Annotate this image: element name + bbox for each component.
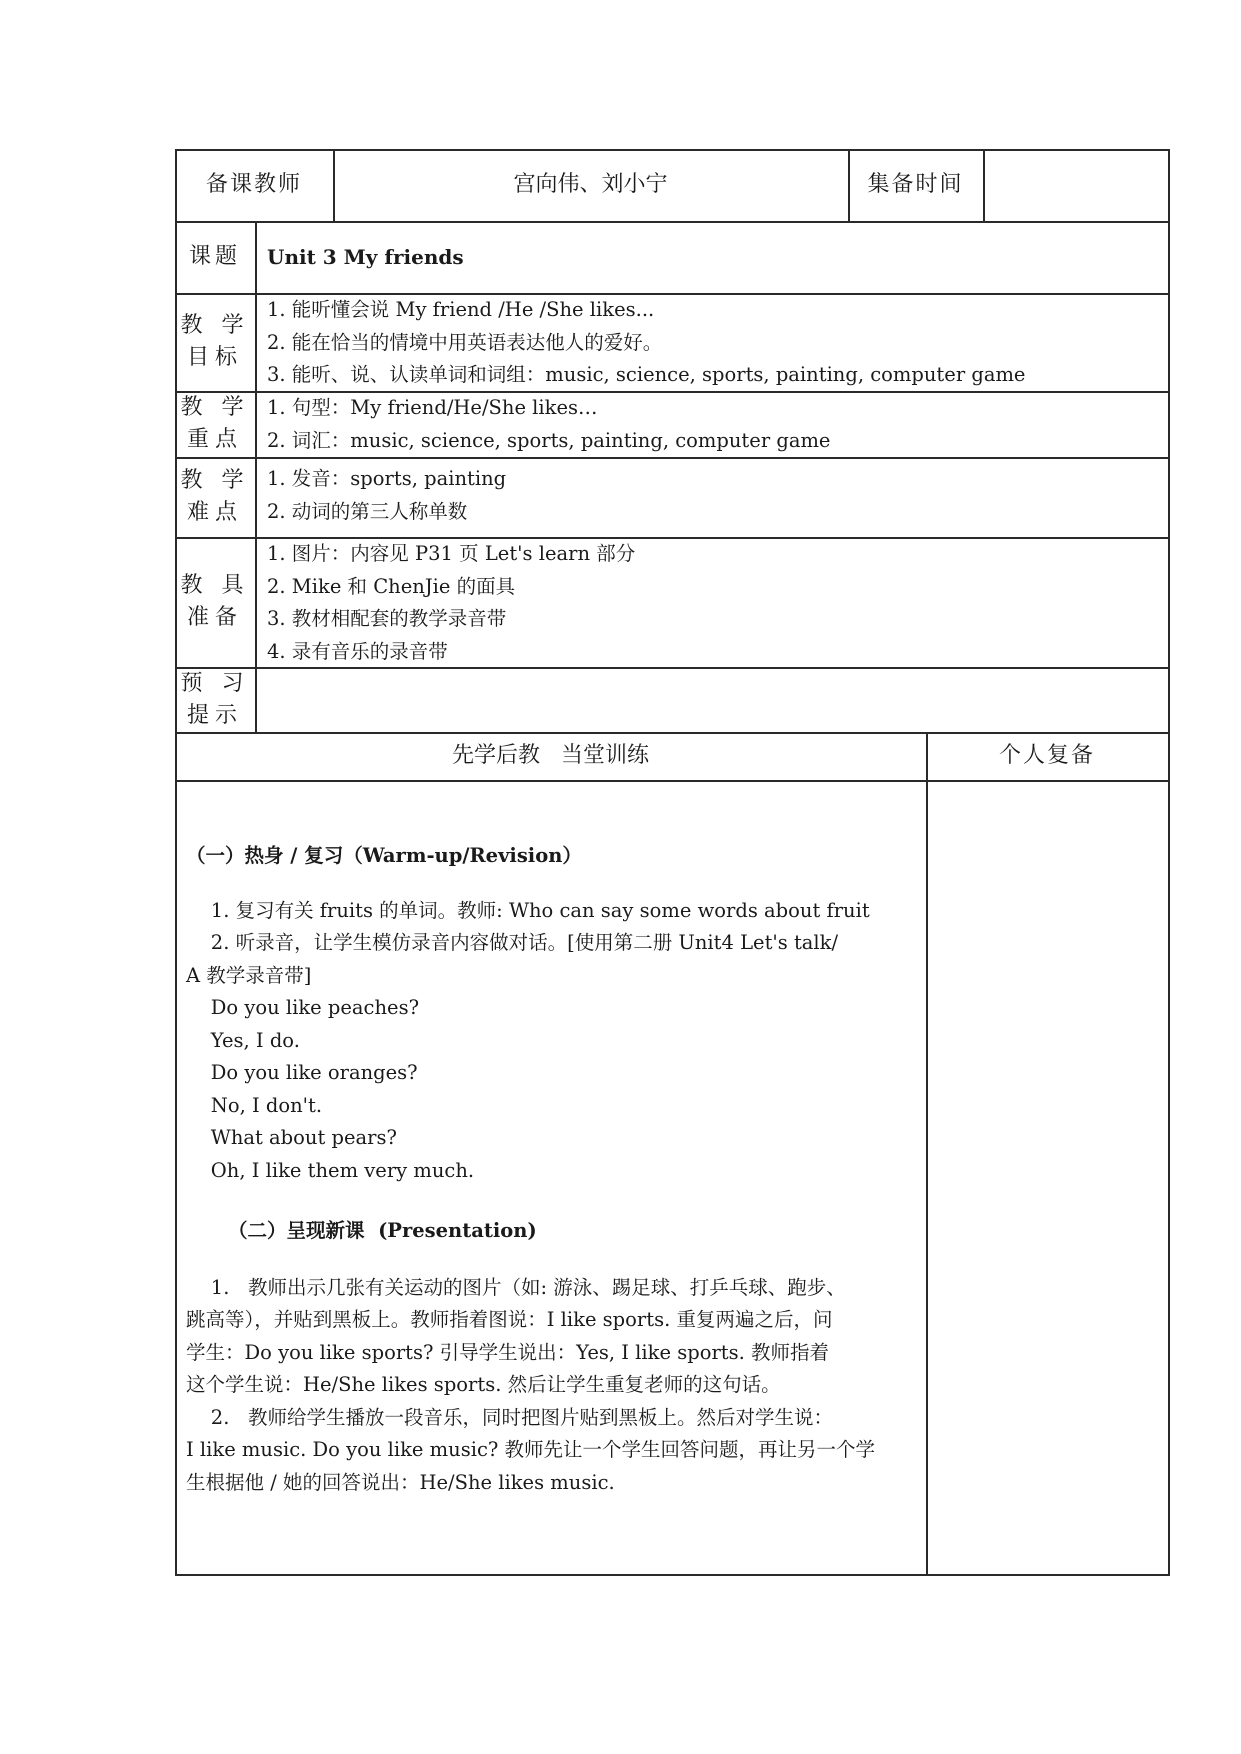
- body-line: 跳高等），并贴到黑板上。教师指着图说：I like sports. 重复两遍之后，问: [186, 1308, 833, 1331]
- table-border-right: [1168, 149, 1170, 1575]
- list-item: 4. 录有音乐的录音带: [267, 639, 448, 663]
- body-line: 这个学生说：He/She likes sports. 然后让学生重复老师的这句话。: [186, 1373, 781, 1396]
- list-item: 1. 图片：内容见 P31 页 Let's learn 部分: [267, 542, 636, 565]
- list-item: 2. Mike 和 ChenJie 的面具: [267, 574, 516, 598]
- materials-list: [267, 538, 1162, 666]
- preview-label: [175, 667, 255, 732]
- topic-value: Unit 3 My friends: [267, 245, 464, 269]
- body-line: No, I don't.: [186, 1093, 323, 1117]
- list-item: 3. 教材相配套的教学录音带: [267, 607, 507, 630]
- preview-label-line1: 预 习: [180, 670, 250, 696]
- lesson-plan-table: [175, 149, 1170, 1575]
- list-item: 1. 句型：My friend/He/She likes…: [267, 396, 598, 419]
- teacher-label: 备课教师: [205, 172, 302, 197]
- objectives-list: [267, 294, 1162, 390]
- prep-time-value: [983, 149, 1168, 221]
- body-line: Do you like peaches?: [186, 996, 420, 1019]
- body-line: 1. 教师出示几张有关运动的图片（如: 游泳、踢足球、打乒乓球、跑步、: [186, 1275, 846, 1299]
- body-line: I like music. Do you like music? 教师先让一个学生回答问题，再让另一个学: [186, 1438, 876, 1461]
- prep-time-label: 集备时间: [867, 172, 964, 197]
- preview-value: [267, 667, 1162, 732]
- key-points-label-line1: 教 学: [180, 395, 250, 420]
- materials-label-line1: 教 具: [180, 573, 250, 598]
- list-item: 2. 词汇：music, science, sports, painting, computer game: [267, 428, 831, 452]
- body-line: Do you like oranges?: [186, 1061, 418, 1084]
- section-header-review: 个人复备: [998, 743, 1095, 768]
- row-divider: [175, 457, 1170, 459]
- warmup-heading: （一）热身 / 复习（Warm-up/Revision）: [186, 844, 582, 867]
- body-line: 2. 教师给学生播放一段音乐，同时把图片贴到黑板上。然后对学生说：: [186, 1405, 833, 1429]
- col-divider: [255, 221, 257, 733]
- body-line: 生根据他 / 她的回答说出：He/She likes music.: [186, 1470, 615, 1494]
- list-item: 2. 能在恰当的情境中用英语表达他人的爱好。: [267, 330, 663, 354]
- objectives-label: [175, 293, 255, 391]
- topic-label: 课题: [188, 244, 241, 269]
- teacher-names: 宫向伟、刘小宁: [513, 172, 668, 197]
- presentation-heading: （二）呈现新课 (Presentation): [228, 1219, 537, 1242]
- difficulties-label-line1: 教 学: [180, 468, 250, 493]
- materials-label-line2: 准备: [186, 605, 243, 630]
- body-line: A 教学录音带]: [186, 963, 312, 987]
- body-line: Yes, I do.: [186, 1028, 300, 1052]
- list-item: 1. 发音：sports, painting: [267, 467, 507, 490]
- objectives-label-line1: 教 学: [180, 313, 250, 338]
- difficulties-list: [267, 463, 1162, 533]
- list-item: 2. 动词的第三人称单数: [267, 499, 468, 523]
- materials-label: [175, 537, 255, 667]
- list-item: 1. 能听懂会说 My friend /He /She likes...: [267, 298, 655, 321]
- body-line: Oh, I like them very much.: [186, 1158, 475, 1182]
- key-points-label: [175, 391, 255, 457]
- body-line: 1. 复习有关 fruits 的单词。教师: Who can say some words about fruit: [186, 898, 870, 922]
- table-border-bottom: [175, 1574, 1170, 1576]
- review-notes: [927, 781, 1168, 1574]
- preview-label-line2: 提示: [186, 702, 243, 728]
- section-header-main: 先学后教 当堂训练: [452, 743, 649, 768]
- difficulties-label-line2: 难点: [186, 500, 243, 525]
- body-line: What about pears?: [186, 1126, 397, 1149]
- body-line: 学生：Do you like sports? 引导学生说出：Yes, I like sports. 教师指着: [186, 1340, 830, 1364]
- difficulties-label: [175, 457, 255, 537]
- body-line: 2. 听录音，让学生模仿录音内容做对话。[使用第二册 Unit4 Let's talk/: [186, 931, 839, 954]
- key-points-list: [267, 392, 1162, 456]
- list-item: 3. 能听、说、认读单词和词组：music, science, sports, painting, computer game: [267, 363, 1026, 386]
- objectives-label-line2: 目标: [186, 345, 243, 370]
- key-points-label-line2: 重点: [186, 427, 243, 452]
- lesson-body: [186, 840, 926, 1499]
